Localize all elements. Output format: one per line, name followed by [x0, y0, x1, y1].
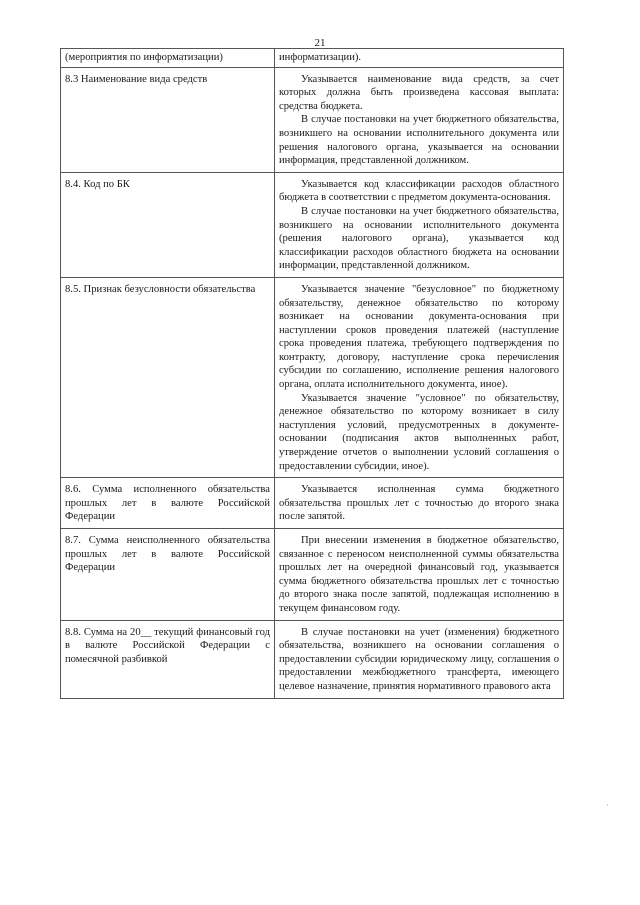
description-paragraph: Указывается значение "безусловное" по бюджетному обязательству, денежное обязательство по которому возникает на основании документа-основания при наступлении сроков проведения платежей (наступление срока проведения платежа, требующего подтверждения по контракту, договору, наступление срока перечисления субсидии по соглашению, исполнение решения налогового органа, оплата исполнительного документа, иное).	[279, 283, 559, 391]
description-paragraph: информатизации).	[279, 52, 362, 63]
field-description-cell	[275, 478, 564, 529]
table-body	[61, 49, 564, 699]
table-row	[61, 49, 564, 68]
description-paragraph: В случае постановки на учет (изменения) бюджетного обязательства, возникшего на основании соглашения о предоставлении субсидии юридическому лицу, соглашения о предоставлении межбюджетного трансферта, имеющего целевое назначение, принятия нормативного правового акта	[279, 626, 559, 692]
description-paragraph: В случае постановки на учет бюджетного обязательства, возникшего на основании исполнительного документа (решения налогового органа), указывается код классификации расходов областного бюджета на основании информации, представленной должником.	[279, 205, 559, 272]
page-number: 21	[314, 37, 326, 49]
field-name-cell: 8.4. Код по БК	[61, 172, 275, 277]
table-row	[61, 67, 564, 172]
field-description-cell	[275, 620, 564, 698]
field-name-cell: 8.3 Наименование вида средств	[61, 67, 275, 172]
field-name-cell: 8.5. Признак безусловности обязательства	[61, 277, 275, 477]
description-paragraph: Указывается значение "условное" по обязательству, денежное обязательство по которому возникает в силу наступления условий, предусмотренных в документе-основании (подписания актов выполненных работ, утверждение отчетов о выполнении условий соглашения о предоставлении субсидии, иное).	[279, 392, 559, 472]
field-description-cell	[275, 49, 564, 68]
description-paragraph: В случае постановки на учет бюджетного обязательства, возникшего на основании исполнительного документа или решения налогового органа, указывается на основании информация, представленной должником.	[279, 114, 559, 167]
field-name-cell: 8.7. Сумма неисполненного обязательства прошлых лет в валюте Российской Федерации	[61, 529, 275, 621]
table-row	[61, 277, 564, 477]
field-description-cell	[275, 529, 564, 621]
description-paragraph: Указывается код классификации расходов областного бюджета в соответствии с предметом документа-основания.	[279, 178, 559, 204]
document-table	[60, 48, 564, 699]
margin-mark: ·	[606, 800, 609, 810]
description-paragraph: При внесении изменения в бюджетное обязательство, связанное с переносом неисполненной суммы обязательства прошлых лет на очередной финансовый год, указывается сумма бюджетного обязательства прошлых лет с точностью до второго знака после запятой, подлежащая исполнению в текущем финансовом году.	[279, 535, 559, 614]
field-description-cell	[275, 277, 564, 477]
description-paragraph: Указывается наименование вида средств, за счет которых должна быть произведена кассовая выплата: средства бюджета.	[279, 73, 559, 112]
field-description-cell	[275, 67, 564, 172]
field-name-cell: 8.8. Сумма на 20__ текущий финансовый год в валюте Российской Федерации с помесячной разбивкой	[61, 620, 275, 698]
table-row	[61, 620, 564, 698]
description-paragraph: Указывается исполненная сумма бюджетного обязательства прошлых лет с точностью до второго знака после запятой.	[279, 484, 559, 523]
table-row	[61, 529, 564, 621]
table-row	[61, 478, 564, 529]
table-row	[61, 172, 564, 277]
field-name-cell: (мероприятия по информатизации)	[61, 49, 275, 68]
field-description-cell	[275, 172, 564, 277]
field-name-cell: 8.6. Сумма исполненного обязательства прошлых лет в валюте Российской Федерации	[61, 478, 275, 529]
